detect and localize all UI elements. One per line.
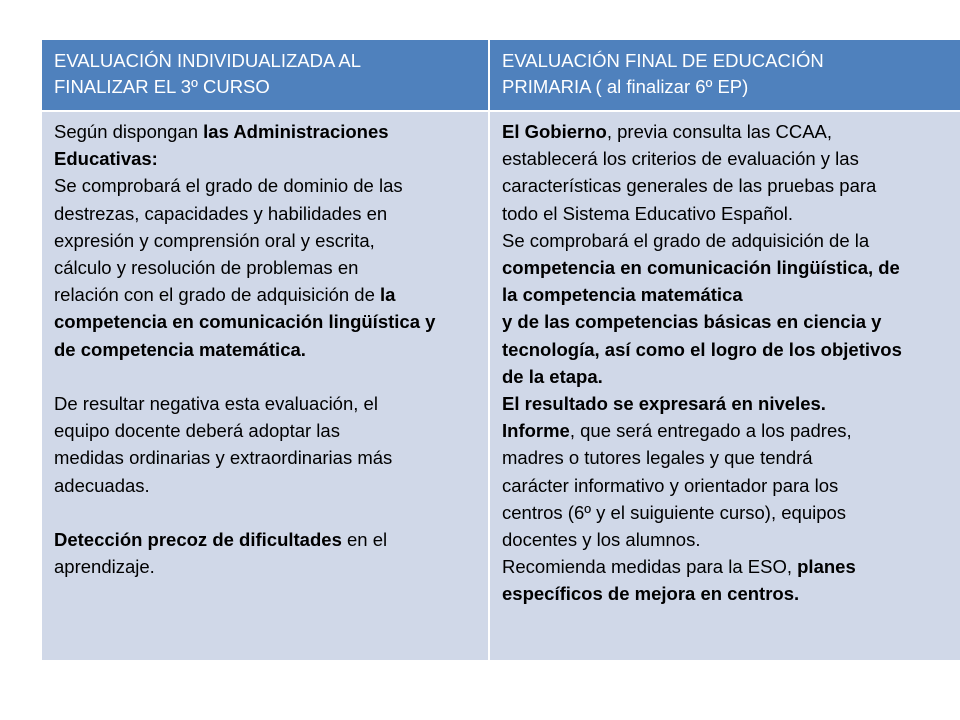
bold-run: y de las competencias básicas en ciencia y: [502, 311, 882, 333]
header-left-line: EVALUACIÓN INDIVIDUALIZADA AL: [54, 50, 362, 71]
text-line: todo el Sistema Educativo Español.: [502, 202, 794, 224]
text-line: [502, 336, 948, 363]
comparison-table: [42, 40, 960, 660]
bold-run: la competencia matemática: [502, 284, 743, 306]
text-run: Recomienda medidas para la ESO,: [502, 556, 798, 578]
text-line: [54, 118, 476, 145]
header-left-line: FINALIZAR EL 3º CURSO: [54, 76, 270, 97]
bold-run: las Administraciones: [203, 121, 389, 142]
text-line: adecuadas.: [54, 474, 150, 496]
body-cell-right: [490, 112, 960, 660]
bold-run: tecnología, así como el logro de los objetivos: [502, 338, 902, 360]
text-line: [54, 526, 476, 553]
text-line: [502, 118, 948, 145]
text-line: [502, 308, 948, 335]
text-line: carácter informativo y orientador para los: [502, 474, 839, 496]
bold-run: planes: [797, 556, 856, 578]
bold-run: El resultado se expresará en niveles.: [502, 393, 826, 415]
text-line: cálculo y resolución de problemas en: [54, 257, 359, 279]
text-line: características generales de las pruebas para: [502, 175, 877, 197]
text-line: destrezas, capacidades y habilidades en: [54, 202, 388, 224]
header-right-line: PRIMARIA ( al finalizar 6º EP): [502, 76, 749, 97]
text-run: , previa consulta las CCAA,: [606, 121, 833, 142]
bold-run: específicos de mejora en centros.: [502, 583, 800, 605]
text-line: expresión y comprensión oral y escrita,: [54, 229, 375, 251]
text-run: relación con el grado de adquisición de: [54, 284, 381, 306]
text-line: De resultar negativa esta evaluación, el: [54, 393, 378, 415]
text-line: medidas ordinarias y extraordinarias más: [54, 447, 393, 469]
text-line: centros (6º y el suiguiente curso), equipos: [502, 501, 847, 523]
header-cell-left: [42, 40, 488, 110]
text-line: [54, 308, 476, 335]
text-run: Según dispongan: [54, 121, 204, 142]
text-line: [502, 363, 948, 390]
bold-run: de la etapa.: [502, 365, 603, 387]
text-line: madres o tutores legales y que tendrá: [502, 447, 813, 469]
text-line: Se comprobará el grado de adquisición de la: [502, 229, 870, 251]
text-run: , que será entregado a los padres,: [569, 420, 852, 442]
bold-run: El Gobierno: [502, 121, 607, 142]
bold-run: de competencia matemática.: [54, 338, 306, 360]
bold-run: Educativas:: [54, 148, 158, 170]
text-line: [502, 580, 948, 607]
bold-run: Detección precoz de dificultades: [54, 529, 342, 551]
paragraph-gap: [54, 363, 476, 390]
bold-run: competencia en comunicación lingüística y: [54, 311, 436, 333]
text-line: [502, 417, 948, 444]
text-line: aprendizaje.: [54, 556, 155, 578]
text-run: en el: [341, 529, 388, 551]
text-line: [502, 281, 948, 308]
text-line: [502, 254, 948, 281]
text-line: [502, 553, 948, 580]
bold-run: competencia en comunicación lingüística, de: [502, 257, 900, 279]
text-line: equipo docente deberá adoptar las: [54, 420, 340, 442]
text-line: [54, 336, 476, 363]
header-right-line: EVALUACIÓN FINAL DE EDUCACIÓN: [502, 50, 824, 71]
bold-run: Informe: [502, 420, 570, 442]
text-line: establecerá los criterios de evaluación y las: [502, 148, 859, 170]
bold-run: la: [380, 284, 396, 306]
text-line: [502, 390, 948, 417]
text-line: [54, 145, 476, 172]
header-cell-right: [490, 40, 960, 110]
body-cell-left: [42, 112, 488, 660]
paragraph-gap: [54, 499, 476, 526]
text-line: docentes y los alumnos.: [502, 529, 701, 551]
text-line: [54, 281, 476, 308]
text-line: Se comprobará el grado de dominio de las: [54, 175, 403, 197]
